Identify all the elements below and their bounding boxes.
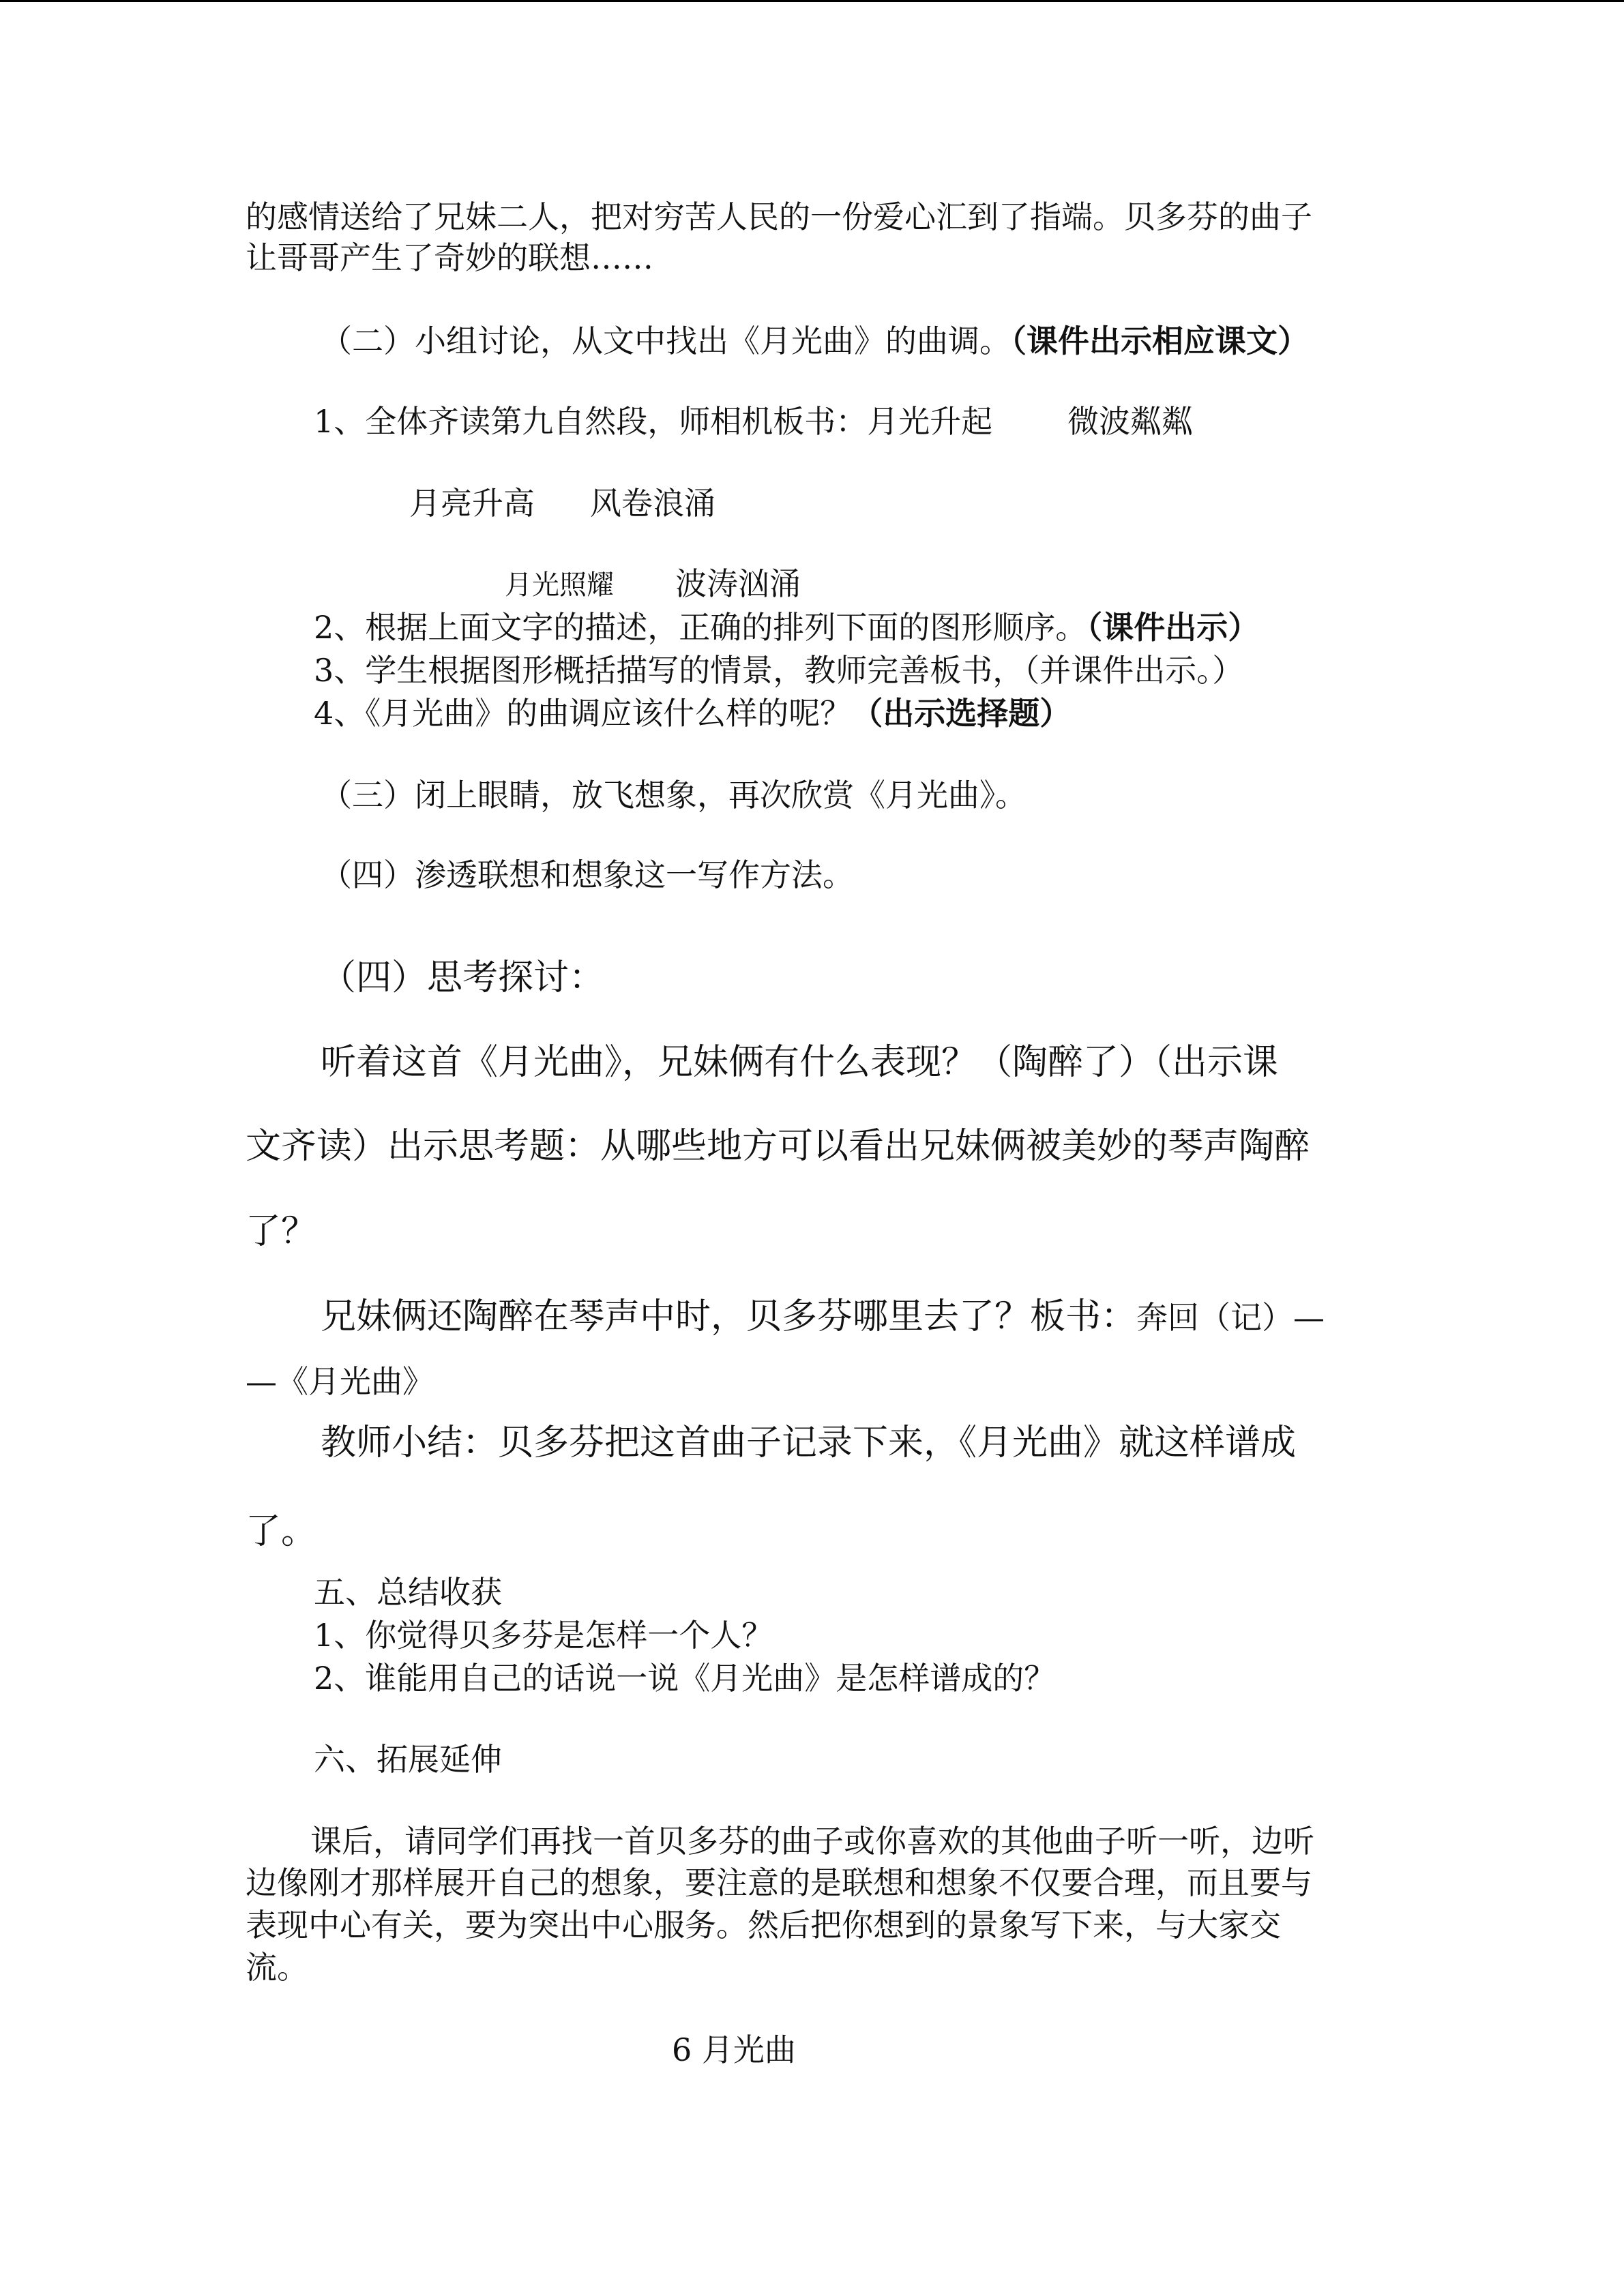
item-2-bold: （课件出示）	[1087, 609, 1260, 646]
para-3-line-1: 教师小结：贝多芬把这首曲子记录下来，《月光曲》就这样谱成	[321, 1422, 1297, 1463]
item-3-text: 3、学生根据图形概括描写的情景，教师完善板书，（并课件出示。）	[314, 652, 1244, 689]
para-2-small: 奔回（记）—	[1136, 1299, 1325, 1336]
summary-title: 五、总结收获	[314, 1574, 502, 1611]
item-4-line	[314, 695, 1072, 732]
section-4a: （四）渗透联想和想象这一写作方法。	[321, 856, 854, 893]
summary-question-2: 2、谁能用自己的话说一说《月光曲》是怎样谱成的？	[314, 1660, 1056, 1697]
board-row-3-a: 月光照耀	[505, 569, 614, 601]
item-1-text: 1、全体齐读第九自然段，师相机板书：月光升起	[314, 403, 993, 440]
section-2-text: （二）小组讨论，从文中找出《月光曲》的曲调。	[321, 323, 1011, 359]
section-3: （三）闭上眼睛，放飞想象，再次欣赏《月光曲》。	[321, 777, 1027, 814]
section-2-heading	[321, 325, 1309, 357]
extend-line-4: 流。	[246, 1949, 308, 1986]
para-2-main: 兄妹俩还陶醉在琴声中时，贝多芬哪里去了？板书：	[321, 1296, 1137, 1337]
item-2-line	[314, 609, 1260, 646]
item-4-text: 4、《月光曲》的曲调应该什么样的呢？	[314, 695, 852, 732]
section-4b: （四）思考探讨：	[321, 957, 605, 998]
para-1-line-3: 了？	[246, 1211, 317, 1252]
board-row-3-b: 波涛汹涌	[675, 565, 801, 602]
para-2-line-2: —《月光曲》	[246, 1363, 434, 1400]
item-2-text: 2、根据上面文字的描述，正确的排列下面的图形顺序。	[314, 609, 1087, 646]
intro-line-2: 让哥哥产生了奇妙的联想……	[246, 239, 653, 276]
extend-line-1: 课后，请同学们再找一首贝多芬的曲子或你喜欢的其他曲子听一听，边听	[310, 1823, 1314, 1860]
extend-line-2: 边像刚才那样展开自己的想象，要注意的是联想和想象不仅要合理，而且要与	[246, 1864, 1312, 1901]
extend-title: 六、拓展延伸	[314, 1741, 502, 1778]
extend-line-3: 表现中心有关，要为突出中心服务。然后把你想到的景象写下来，与大家交	[246, 1907, 1281, 1943]
intro-line-1: 的感情送给了兄妹二人，把对穷苦人民的一份爱心汇到了指端。贝多芬的曲子	[246, 198, 1312, 235]
board-row-2-a: 月亮升高	[409, 485, 535, 522]
item-4-bold: （出示选择题）	[851, 695, 1072, 732]
summary-question-1: 1、你觉得贝多芬是怎样一个人？	[314, 1617, 773, 1654]
footer-lesson-title: 6 月光曲	[672, 2031, 796, 2068]
para-2-line-1	[321, 1296, 1325, 1337]
board-row-2-b: 风卷浪涌	[590, 485, 715, 522]
para-3-line-2: 了。	[246, 1511, 317, 1552]
para-1-line-2: 文齐读）出示思考题：从哪些地方可以看出兄妹俩被美妙的琴声陶醉	[246, 1126, 1310, 1167]
section-2-bold: （课件出示相应课文）	[1011, 323, 1309, 359]
item-1-extra: 微波粼粼	[1067, 403, 1193, 440]
para-1-line-1: 听着这首《月光曲》，兄妹俩有什么表现？（陶醉了）（出示课	[321, 1042, 1279, 1083]
page-top-border	[0, 0, 1624, 2]
